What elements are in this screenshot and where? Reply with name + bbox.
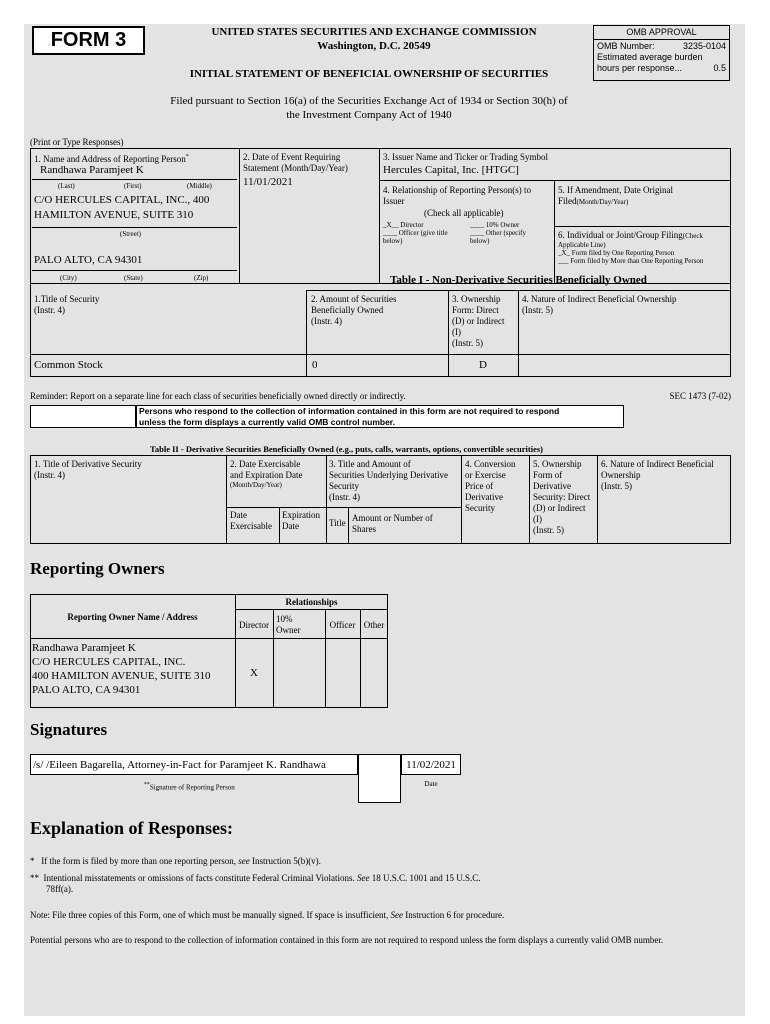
omb-burden-value: 0.5 [713,63,726,73]
persons-notice: Persons who respond to the collection of information contained in this form are not required to respond unless the form displays a currently valid OMB control number. [136,405,624,428]
reporting-address-line1: C/O HERCULES CAPITAL, INC., 400 [34,194,210,206]
reporting-owners-heading: Reporting Owners [30,559,165,578]
check-all-label: (Check all applicable) [424,208,504,218]
event-date-label1: 2. Date of Event Requiring [243,152,341,162]
first-label: (First) [124,182,142,190]
signatures-heading: Signatures [30,720,108,739]
table1-title: Table I - Non-Derivative Securities Beneficially Owned [390,274,647,286]
owner-name-header: Reporting Owner Name / Address [67,612,198,622]
group-filing-option-more[interactable]: ___ Form filed by More than One Reporting Person [558,257,704,265]
omb-number-label: OMB Number: [597,41,655,51]
amendment-label2: Filed(Month/Day/Year) [558,196,629,206]
agency-location: Washington, D.C. 20549 [317,40,431,52]
table1-row-title: Common Stock [34,359,103,371]
note-four: Potential persons who are to respond to the collection of information contained in this form are not required to respond unless the form displays a currently valid OMB number. [30,935,664,945]
zip-label: (Zip) [194,274,209,282]
omb-burden-line1: Estimated average burden [597,52,703,62]
street-label: (Street) [120,230,141,238]
note-three: Note: File three copies of this Form, one of which must be manually signed. If space is insufficient, See Instruction 6 for procedure. [30,910,505,920]
group-filing-option-one[interactable]: _X_ Form filed by One Reporting Person [558,249,675,257]
print-note: (Print or Type Responses) [30,137,124,147]
omb-title: OMB APPROVAL [594,26,729,40]
table1-col1-header: 1.Title of Security (Instr. 4) [34,294,100,315]
reporting-person-name: Randhawa Paramjeet K [40,164,144,176]
last-label: (Last) [58,182,75,190]
filed-pursuant-line1: Filed pursuant to Section 16(a) of the Securities Exchange Act of 1934 or Section 30(h) of [170,95,568,107]
table2-col4-header: 4. Conversion or Exercise Price of Derivative Security [465,459,516,513]
officer-checkbox[interactable]: ____ Officer (give title [383,229,448,237]
signature-spacer-box [358,754,401,803]
table2-date-exercisable: Date Exercisable [230,510,272,531]
table2-expiration-date: Expiration Date [282,510,320,531]
table1-row-amount: 0 [312,359,318,371]
table2-col6-header: 6. Nature of Indirect Beneficial Ownership (Instr. 5) [601,459,714,491]
other-below: below) [470,237,490,245]
table2-col1-header: 1. Title of Derivative Security (Instr. 4) [34,459,142,480]
form-page [24,24,745,1016]
group-filing-label: 6. Individual or Joint/Group Filing(Check [558,230,703,240]
date-label: Date [424,780,438,788]
note-two: ** Intentional misstatements or omissions of facts constitute Federal Criminal Violations. See 18 U.S.C. 1001 and 15 U.S.C. [30,873,481,883]
table1-col4-header: 4. Nature of Indirect Beneficial Ownership (Instr. 5) [522,294,677,315]
table2-col5-header: 5. Ownership Form of Derivative Security: Direct (D) or Indirect (I) (Instr. 5) [533,459,591,535]
reporting-city-line: PALO ALTO, CA 94301 [34,254,143,266]
form-label: FORM 3 [32,26,145,55]
ten-percent-checkbox[interactable]: ____ 10% Owner [470,221,520,229]
amendment-label1: 5. If Amendment, Date Original [558,185,673,195]
table2-col3-header: 3. Title and Amount of Securities Underlying Derivative Security (Instr. 4) [329,459,448,502]
owner-director-mark: X [250,667,258,679]
owner-address: Randhawa Paramjeet K C/O HERCULES CAPITAL, INC. 400 HAMILTON AVENUE, SUITE 310 PALO ALTO, CA 94301 [32,642,211,696]
signature-label: **Signature of Reporting Person [144,782,235,792]
sec-number: SEC 1473 (7-02) [669,391,731,401]
reminder-text: Reminder: Report on a separate line for each class of securities beneficially owned directly or indirectly. [30,391,406,401]
reporting-person-label: 1. Name and Address of Reporting Person* [34,154,189,164]
table2-col2-header: 2. Date Exercisable and Expiration Date (Month/Day/Year) [230,459,303,489]
group-filing-label-line2: Applicable Line) [558,241,606,249]
issuer-value: Hercules Capital, Inc. [HTGC] [383,164,519,176]
omb-burden-line2: hours per response... [597,63,683,73]
note-one: * If the form is filed by more than one reporting person, see Instruction 5(b)(v). [30,856,321,866]
omb-number-value: 3235-0104 [682,41,726,51]
event-date-label2: Statement (Month/Day/Year) [243,163,348,173]
other-header: Other [363,620,385,630]
director-header: Director [239,620,269,630]
reminder-spacer-box [30,405,136,428]
table1-row-form: D [479,359,487,371]
middle-label: (Middle) [187,182,212,190]
director-checkbox[interactable]: _X__ Director [383,221,424,229]
explanation-heading: Explanation of Responses: [30,818,234,838]
table2-amount-sub: Amount or Number of Shares [352,513,433,534]
ten-percent-header: 10% Owner [276,614,301,635]
relationships-header: Relationships [285,597,338,607]
officer-below: below) [383,237,403,245]
signature-date: 11/02/2021 [406,759,456,771]
filed-pursuant-line2: the Investment Company Act of 1940 [286,109,452,121]
table2-title: Table II - Derivative Securities Beneficially Owned (e.g., puts, calls, warrants, options, convertible securities) [150,444,544,454]
relationship-label2: Issuer [383,196,405,206]
city-label: (City) [60,274,77,282]
other-checkbox[interactable]: ____ Other (specify [470,229,526,237]
omb-approval-box [593,25,730,81]
event-date-value: 11/01/2021 [243,176,293,188]
signature-text: /s/ /Eileen Bagarella, Attorney-in-Fact for Paramjeet K. Randhawa [33,759,326,771]
officer-header: Officer [329,620,356,630]
relationship-label1: 4. Relationship of Reporting Person(s) to [383,185,531,195]
form-title: INITIAL STATEMENT OF BENEFICIAL OWNERSHIP OF SECURITIES [189,68,549,80]
note-two-line2: 78ff(a). [46,884,74,894]
table1-col2-header: 2. Amount of Securities Beneficially Owned (Instr. 4) [311,294,397,326]
reporting-address-line2: HAMILTON AVENUE, SUITE 310 [34,209,194,221]
state-label: (State) [124,274,143,282]
table1-col3-header: 3. Ownership Form: Direct (D) or Indirect (I) (Instr. 5) [452,294,505,348]
table2-title-sub: Title [329,518,346,528]
agency-name: UNITED STATES SECURITIES AND EXCHANGE COMMISSION [211,26,537,38]
issuer-label: 3. Issuer Name and Ticker or Trading Symbol [383,152,548,162]
